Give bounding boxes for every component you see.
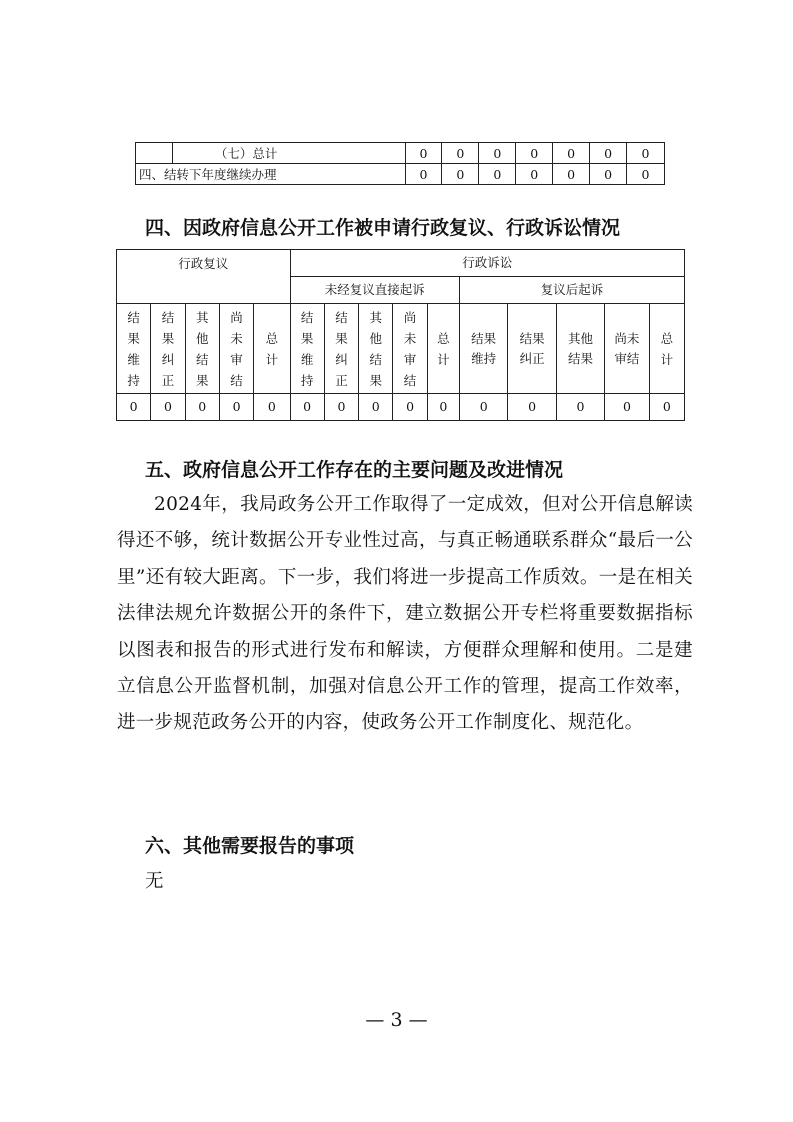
col-header: 尚未审结 [219, 304, 253, 394]
summary-table [135, 142, 665, 185]
col-header: 其他结果 [556, 304, 604, 394]
cell: 0 [590, 143, 627, 164]
cell: 0 [185, 394, 219, 421]
cell: 0 [627, 143, 665, 164]
review-litigation-table [116, 249, 685, 421]
cell: 0 [590, 164, 627, 185]
cell: 0 [254, 394, 290, 421]
section4-heading: 四、因政府信息公开工作被申请行政复议、行政诉讼情况 [145, 217, 621, 239]
col-header: 结果维持 [117, 304, 151, 394]
row-label: （七）总计 [172, 143, 405, 164]
row-label: 四、结转下年度继续办理 [136, 164, 406, 185]
cell: 0 [508, 394, 556, 421]
cell: 0 [219, 394, 253, 421]
cell: 0 [359, 394, 393, 421]
cell: 0 [405, 143, 442, 164]
col-header: 其他结果 [359, 304, 393, 394]
cell: 0 [442, 143, 479, 164]
col-header: 结果纠正 [151, 304, 185, 394]
page-number: — 3 — [365, 1009, 428, 1031]
cell: 0 [290, 394, 324, 421]
cell: 0 [427, 394, 459, 421]
after-review-header: 复议后起诉 [459, 277, 684, 304]
col-header: 尚未审结 [393, 304, 427, 394]
cell: 0 [479, 164, 516, 185]
col-header: 总计 [254, 304, 290, 394]
table-row [117, 394, 685, 421]
cell: 0 [405, 164, 442, 185]
cell: 0 [516, 164, 553, 185]
table-row [136, 164, 665, 185]
col-header: 结果纠正 [508, 304, 556, 394]
cell: 0 [553, 143, 590, 164]
col-header: 结果维持 [459, 304, 507, 394]
review-header: 行政复议 [117, 250, 291, 304]
section5-heading: 五、政府信息公开工作存在的主要问题及改进情况 [145, 459, 564, 481]
col-header: 总计 [649, 304, 684, 394]
cell: 0 [117, 394, 151, 421]
litigation-header: 行政诉讼 [290, 250, 685, 277]
cell: 0 [649, 394, 684, 421]
col-header: 其他结果 [185, 304, 219, 394]
cell: 0 [627, 164, 665, 185]
col-header: 尚未审结 [605, 304, 649, 394]
col-header: 总计 [427, 304, 459, 394]
cell: 0 [556, 394, 604, 421]
cell: 0 [324, 394, 358, 421]
cell: 0 [459, 394, 507, 421]
cell: 0 [553, 164, 590, 185]
cell: 0 [516, 143, 553, 164]
cell: 0 [479, 143, 516, 164]
col-header: 结果纠正 [324, 304, 358, 394]
direct-suit-header: 未经复议直接起诉 [290, 277, 459, 304]
table-row [136, 143, 665, 164]
section6-body: 无 [145, 871, 164, 892]
cell: 0 [151, 394, 185, 421]
section6-heading: 六、其他需要报告的事项 [145, 835, 355, 857]
cell: 0 [442, 164, 479, 185]
col-header: 结果维持 [290, 304, 324, 394]
cell: 0 [393, 394, 427, 421]
section5-body: 2024年，我局政务公开工作取得了一定成效，但对公开信息解读得还不够，统计数据公开专业性过高，与真正畅通联系群众“最后一公里”还有较大距离。下一步，我们将进一步提高工作质效。一是在相关法律法规允许数据公开的条件下，建立数据公开专栏将重要数据指标以图表和报告的形式进行发布和解读，方便群众理解和使用。二是建立信息公开监督机制，加强对信息公开工作的管理，提高工作效率，进一步规范政务公开的内容，使政务公开工作制度化、规范化。 [117, 494, 693, 734]
cell: 0 [605, 394, 649, 421]
